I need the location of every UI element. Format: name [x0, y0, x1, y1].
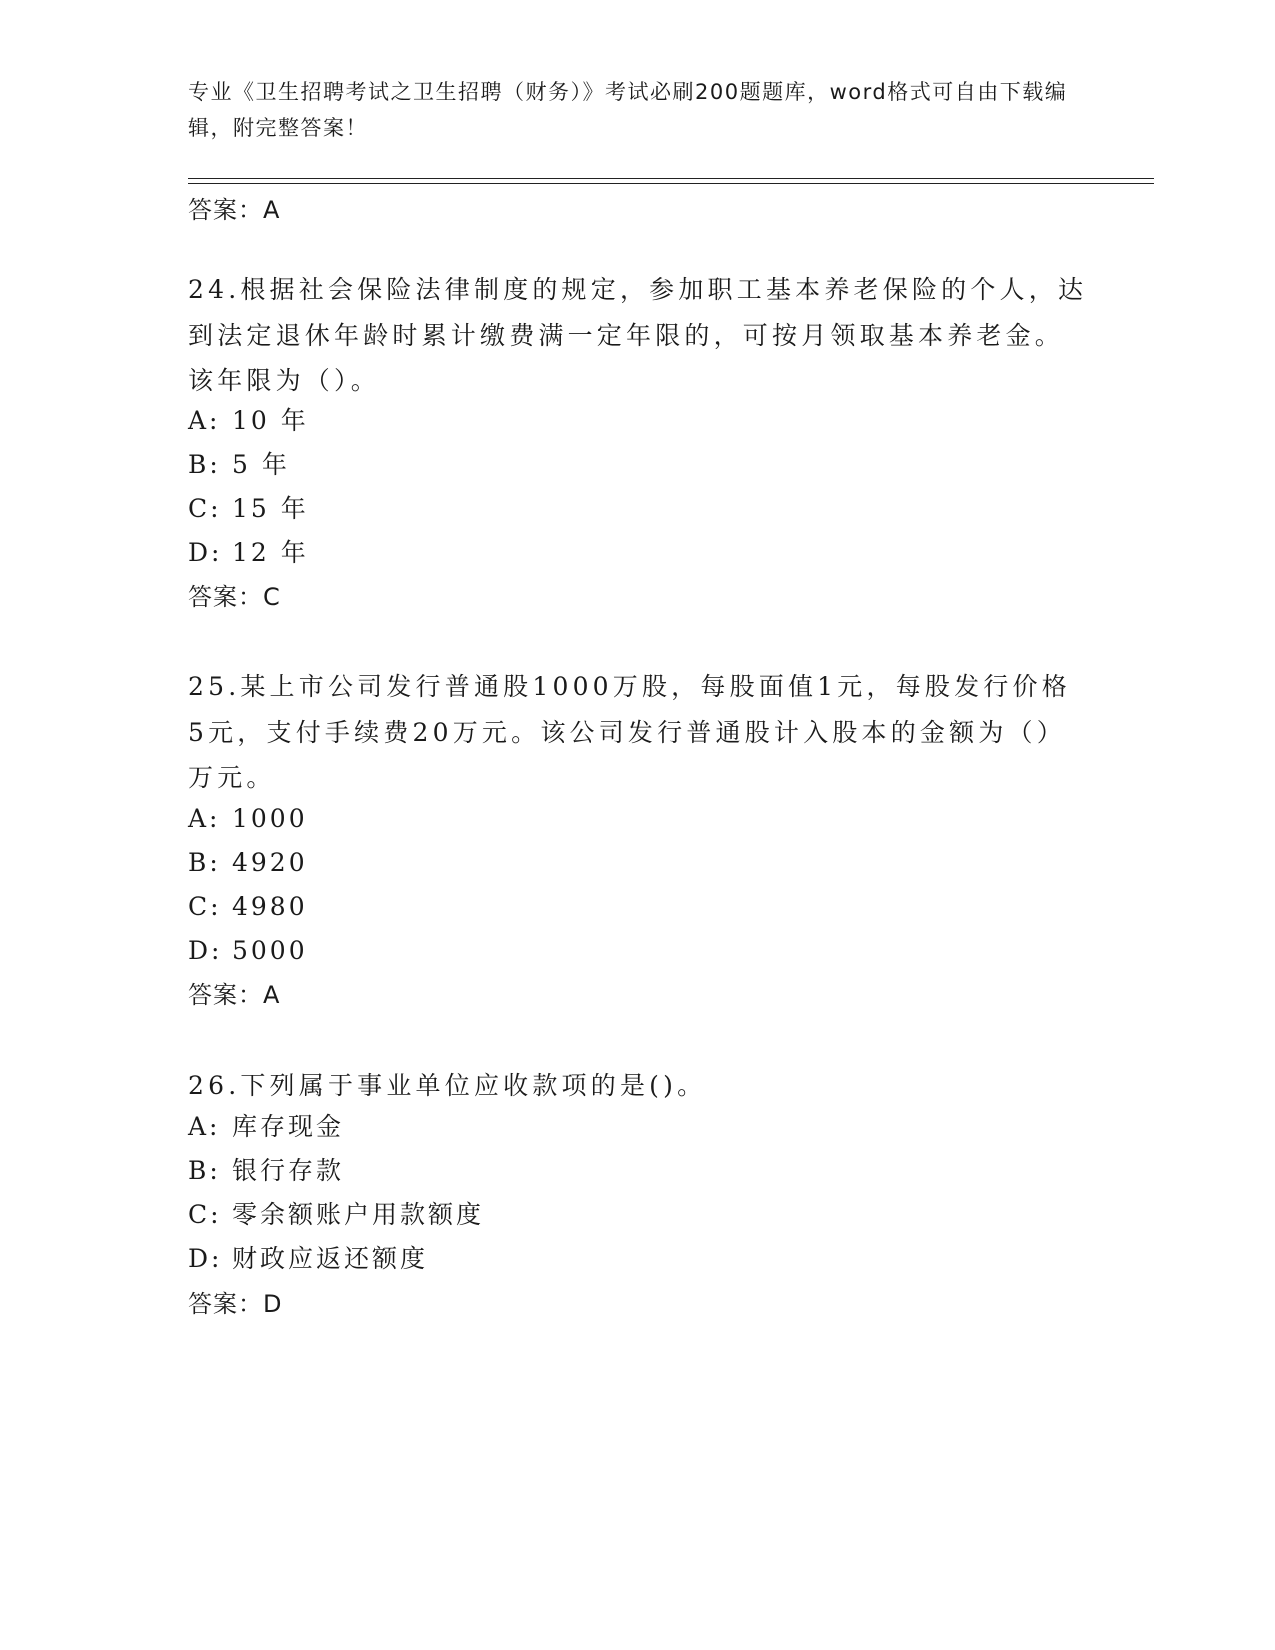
header-divider-bottom: [188, 183, 1154, 184]
option-key: D:: [188, 538, 223, 567]
question-24-option-b: [188, 450, 290, 480]
question-26-option-d: [188, 1244, 428, 1274]
question-25-option-b: [188, 848, 308, 878]
option-text: 15 年: [232, 494, 309, 523]
option-key: B:: [188, 450, 221, 479]
question-25-option-d: [188, 936, 308, 966]
option-key: C:: [188, 494, 222, 523]
question-24-answer: 答案：C: [188, 583, 281, 611]
question-25-option-c: [188, 892, 308, 922]
option-key: B:: [188, 848, 221, 877]
option-key: D:: [188, 1244, 223, 1273]
previous-answer: 答案：A: [188, 196, 281, 224]
option-key: C:: [188, 1200, 222, 1229]
option-key: A:: [188, 1112, 221, 1141]
option-text: 财政应返还额度: [232, 1244, 429, 1273]
option-text: 零余额账户用款额度: [232, 1200, 485, 1229]
option-text: 5000: [232, 936, 308, 965]
option-text: 5 年: [232, 450, 290, 479]
question-25-answer: 答案：A: [188, 981, 281, 1009]
option-key: D:: [188, 936, 223, 965]
question-24-option-a: [188, 406, 309, 436]
question-26-stem: 26.下列属于事业单位应收款项的是()。: [188, 1071, 707, 1100]
option-text: 10 年: [232, 406, 309, 435]
question-25-stem: 25.某上市公司发行普通股1000万股，每股面值1元，每股发行价格5元，支付手续费20万元。该公司发行普通股计入股本的金额为（）万元。: [188, 672, 1071, 792]
question-24-option-d: [188, 538, 309, 568]
option-key: A:: [188, 406, 221, 435]
option-key: B:: [188, 1156, 221, 1185]
question-26-option-a: [188, 1112, 344, 1142]
question-24-stem: 24.根据社会保险法律制度的规定，参加职工基本养老保险的个人，达到法定退休年龄时累计缴费满一定年限的，可按月领取基本养老金。该年限为（）。: [188, 275, 1088, 395]
option-text: 4980: [232, 892, 308, 921]
option-text: 银行存款: [232, 1156, 345, 1185]
option-text: 4920: [232, 848, 308, 877]
option-text: 库存现金: [232, 1112, 345, 1141]
option-key: A:: [188, 804, 221, 833]
question-26-answer: 答案：D: [188, 1290, 283, 1318]
document-header: 专业《卫生招聘考试之卫生招聘（财务）》考试必刷200题题库，word格式可自由下载编辑，附完整答案！: [188, 80, 1068, 140]
option-text: 1000: [232, 804, 308, 833]
option-text: 12 年: [232, 538, 309, 567]
question-26-option-b: [188, 1156, 344, 1186]
header-divider-top: [188, 178, 1154, 179]
question-26-option-c: [188, 1200, 484, 1230]
question-25-option-a: [188, 804, 308, 834]
option-key: C:: [188, 892, 222, 921]
question-24-option-c: [188, 494, 309, 524]
